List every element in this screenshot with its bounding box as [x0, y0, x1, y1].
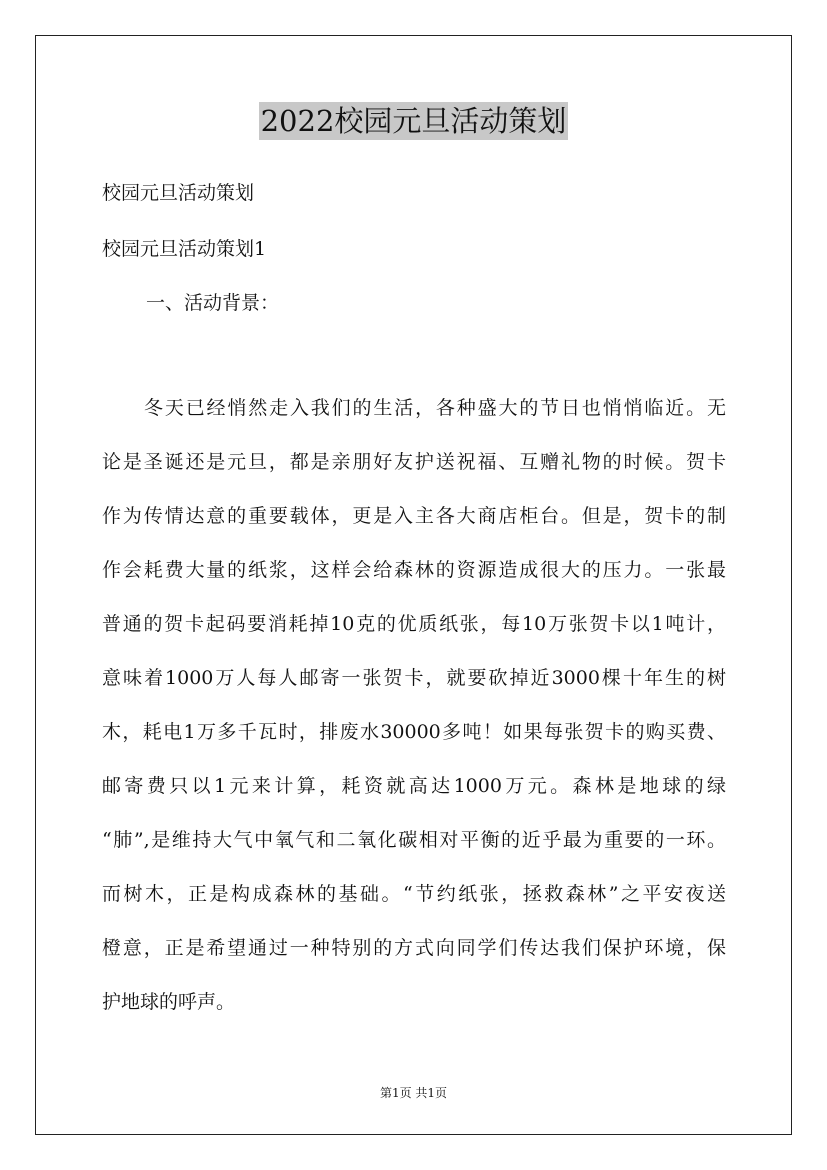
paragraph-line: 意味着1000万人每人邮寄一张贺卡，就要砍掉近3000棵十年生的树: [102, 667, 726, 689]
section-heading: 一、活动背景：: [146, 292, 280, 314]
paragraph-line: “肺”,是维持大气中氧气和二氧化碳相对平衡的近乎最为重要的一环。: [102, 829, 726, 851]
paragraph-line: 邮寄费只以1元来计算，耗资就高达1000万元。森林是地球的绿: [102, 775, 726, 797]
page-footer: 第1页 共1页: [379, 1086, 448, 1100]
document-subtitle-numbered: 校园元旦活动策划1: [102, 238, 267, 260]
paragraph-line: 木，耗电1万多千瓦时，排废水30000多吨！如果每张贺卡的购买费、: [102, 721, 726, 743]
paragraph-line: 普通的贺卡起码要消耗掉10克的优质纸张，每10万张贺卡以1吨计，: [102, 613, 726, 635]
document-subtitle: 校园元旦活动策划: [102, 182, 255, 204]
paragraph-line: 作为传情达意的重要载体，更是入主各大商店柜台。但是，贺卡的制: [102, 505, 726, 527]
paragraph-line: 作会耗费大量的纸浆，这样会给森林的资源造成很大的压力。一张最: [102, 559, 726, 581]
paragraph-line: 而树木，正是构成森林的基础。“节约纸张，拯救森林”之平安夜送: [102, 883, 726, 905]
paragraph-line: 护地球的呼声。: [102, 991, 236, 1013]
paragraph-line: 冬天已经悄然走入我们的生活，各种盛大的节日也悄悄临近。无: [144, 397, 726, 419]
title-wrap: [0, 102, 827, 140]
paragraph-line: 橙意，正是希望通过一种特别的方式向同学们传达我们保护环境，保: [102, 937, 726, 959]
paragraph-line: 论是圣诞还是元旦，都是亲朋好友护送祝福、互赠礼物的时候。贺卡: [102, 451, 726, 473]
body-paragraph: [102, 393, 726, 1041]
document-title: 2022校园元旦活动策划: [260, 104, 567, 138]
